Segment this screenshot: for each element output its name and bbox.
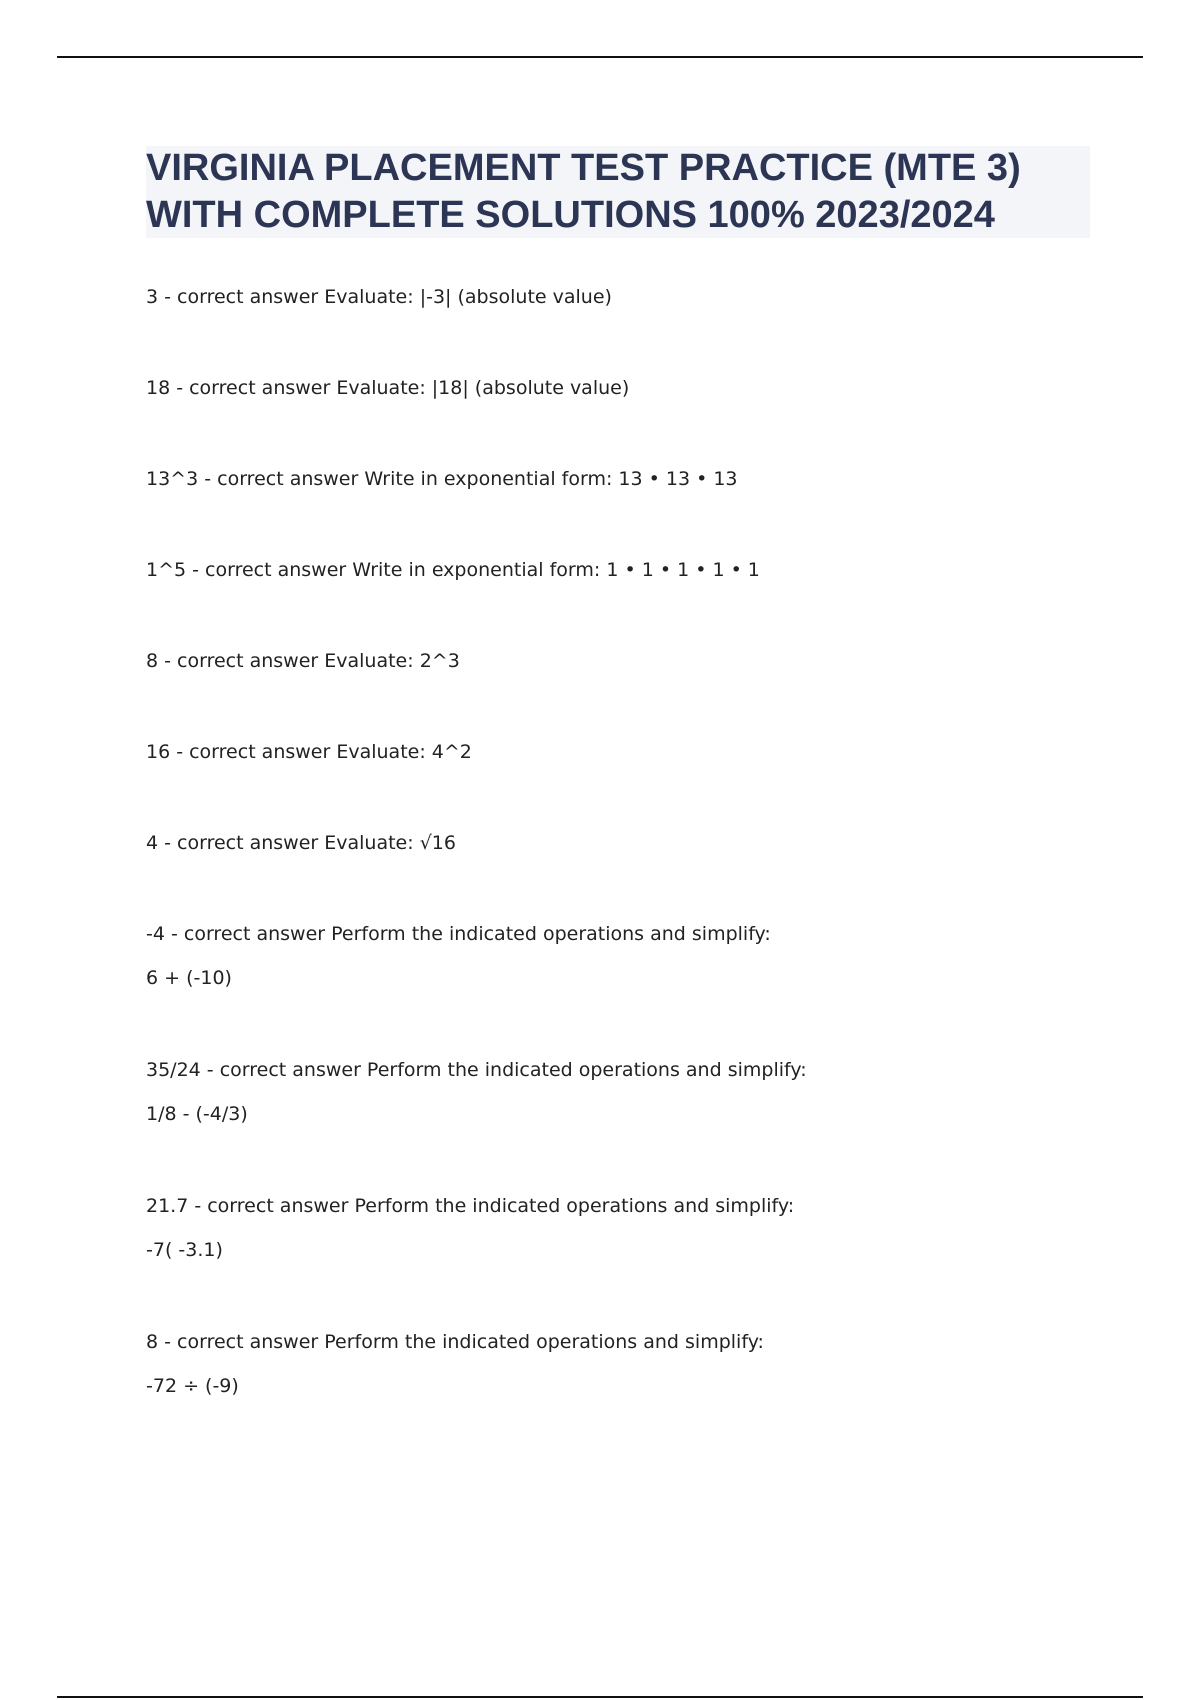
qa-text: 21.7 - correct answer Perform the indicated operations and simplify: — [146, 1195, 795, 1217]
qa-text: 3 - correct answer Evaluate: |-3| (absolute value) — [146, 286, 612, 308]
qa-text: 8 - correct answer Perform the indicated operations and simplify: — [146, 1331, 764, 1353]
qa-expression: 1/8 - (-4/3) — [146, 1103, 248, 1125]
qa-item — [146, 558, 760, 582]
qa-text: 35/24 - correct answer Perform the indicated operations and simplify: — [146, 1059, 807, 1081]
qa-text: 1^5 - correct answer Write in exponential form: 1 • 1 • 1 • 1 • 1 — [146, 559, 760, 581]
qa-expression: 6 + (-10) — [146, 967, 232, 989]
qa-item — [146, 740, 472, 764]
qa-text: 8 - correct answer Evaluate: 2^3 — [146, 650, 460, 672]
qa-item — [146, 831, 456, 855]
qa-item — [146, 649, 460, 673]
qa-text: 13^3 - correct answer Write in exponential form: 13 • 13 • 13 — [146, 468, 738, 490]
qa-item — [146, 1330, 764, 1398]
qa-item — [146, 1194, 794, 1262]
qa-item — [146, 922, 771, 990]
qa-item — [146, 467, 738, 491]
qa-item — [146, 285, 612, 309]
qa-expression: -72 ÷ (-9) — [146, 1375, 239, 1397]
top-divider — [57, 56, 1143, 58]
qa-text: 16 - correct answer Evaluate: 4^2 — [146, 741, 472, 763]
document-title-line-2: WITH COMPLETE SOLUTIONS 100% 2023/2024 — [146, 194, 995, 236]
qa-expression: -7( -3.1) — [146, 1239, 223, 1261]
document-title-line-1: VIRGINIA PLACEMENT TEST PRACTICE (MTE 3) — [146, 147, 1021, 189]
bottom-divider — [57, 1696, 1143, 1698]
qa-text: 4 - correct answer Evaluate: √16 — [146, 832, 456, 854]
qa-text: 18 - correct answer Evaluate: |18| (absolute value) — [146, 377, 630, 399]
qa-item — [146, 1058, 807, 1126]
qa-item — [146, 376, 629, 400]
qa-text: -4 - correct answer Perform the indicated operations and simplify: — [146, 923, 771, 945]
